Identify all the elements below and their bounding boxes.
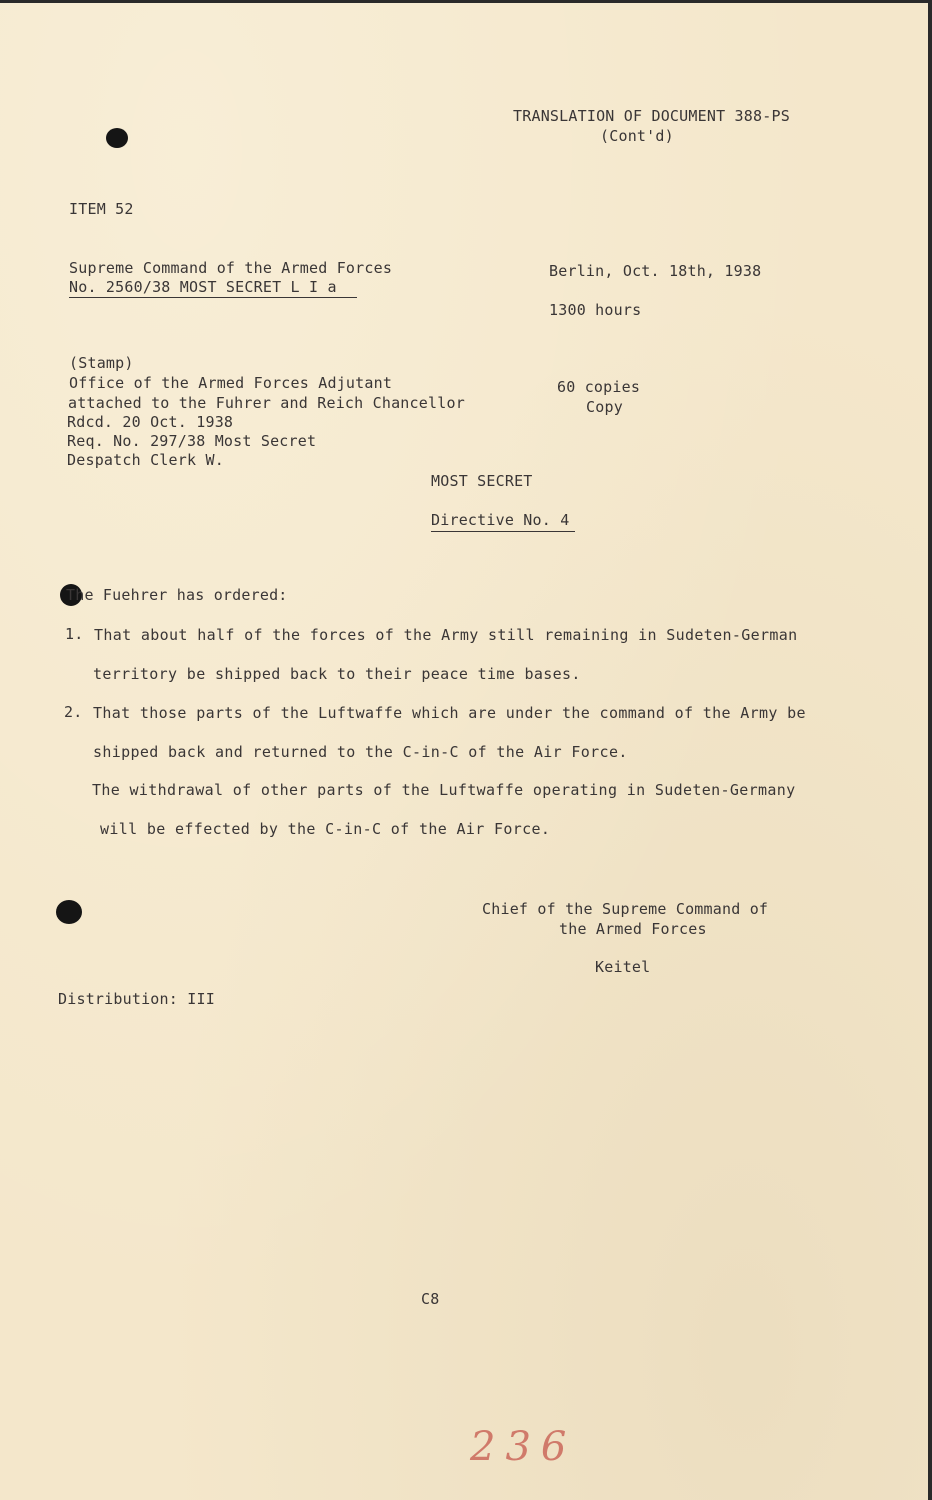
document-subtitle: (Cont'd) <box>600 127 674 145</box>
paragraph-2-line-1: That those parts of the Luftwaffe which are under the command of the Army be <box>93 704 806 722</box>
stamp-line-2: attached to the Fuhrer and Reich Chancellor <box>68 394 465 412</box>
page-right-edge <box>928 0 932 1500</box>
time: 1300 hours <box>549 301 642 319</box>
punch-hole-bottom <box>56 900 82 924</box>
signature-line-2: the Armed Forces <box>559 920 707 938</box>
paragraph-3-line-1: The withdrawal of other parts of the Luftwaffe operating in Sudeten-Germany <box>92 781 796 799</box>
paragraph-1-line-2: territory be shipped back to their peace time bases. <box>93 665 581 683</box>
paragraph-2-line-2: shipped back and returned to the C-in-C of the Air Force. <box>93 743 628 761</box>
archive-number: 236 <box>470 1424 577 1470</box>
directive-title: Directive No. 4 <box>431 511 570 529</box>
signature-line-1: Chief of the Supreme Command of <box>482 900 769 918</box>
copy-label: Copy <box>586 398 623 416</box>
body-intro: The Fuehrer has ordered: <box>66 586 288 604</box>
paragraph-1-number: 1. <box>65 625 84 643</box>
punch-hole-top <box>106 128 128 148</box>
classification: MOST SECRET <box>431 472 533 490</box>
copies-count: 60 copies <box>557 378 641 396</box>
sender-line-2: No. 2560/38 MOST SECRET L I a <box>69 278 337 296</box>
stamp-line-3: Rdcd. 20 Oct. 1938 <box>67 413 234 431</box>
place-date: Berlin, Oct. 18th, 1938 <box>549 262 762 280</box>
paragraph-1-line-1: That about half of the forces of the Army still remaining in Sudeten-German <box>94 626 798 644</box>
paragraph-3-line-2: will be effected by the C-in-C of the Air Force. <box>100 820 551 838</box>
stamp-label: (Stamp) <box>69 354 134 372</box>
stamp-line-4: Req. No. 297/38 Most Secret <box>67 432 317 450</box>
document-title: TRANSLATION OF DOCUMENT 388-PS <box>513 107 790 125</box>
sender-underline <box>69 297 357 298</box>
signature-name: Keitel <box>595 958 651 976</box>
distribution: Distribution: III <box>58 990 215 1008</box>
sender-line-1: Supreme Command of the Armed Forces <box>69 259 393 277</box>
page-top-edge <box>0 0 932 3</box>
paragraph-2-number: 2. <box>64 703 83 721</box>
item-number: ITEM 52 <box>69 200 134 218</box>
stamp-line-1: Office of the Armed Forces Adjutant <box>69 374 393 392</box>
stamp-line-5: Despatch Clerk W. <box>67 451 224 469</box>
page-number: C8 <box>421 1290 440 1308</box>
directive-underline <box>431 531 575 532</box>
